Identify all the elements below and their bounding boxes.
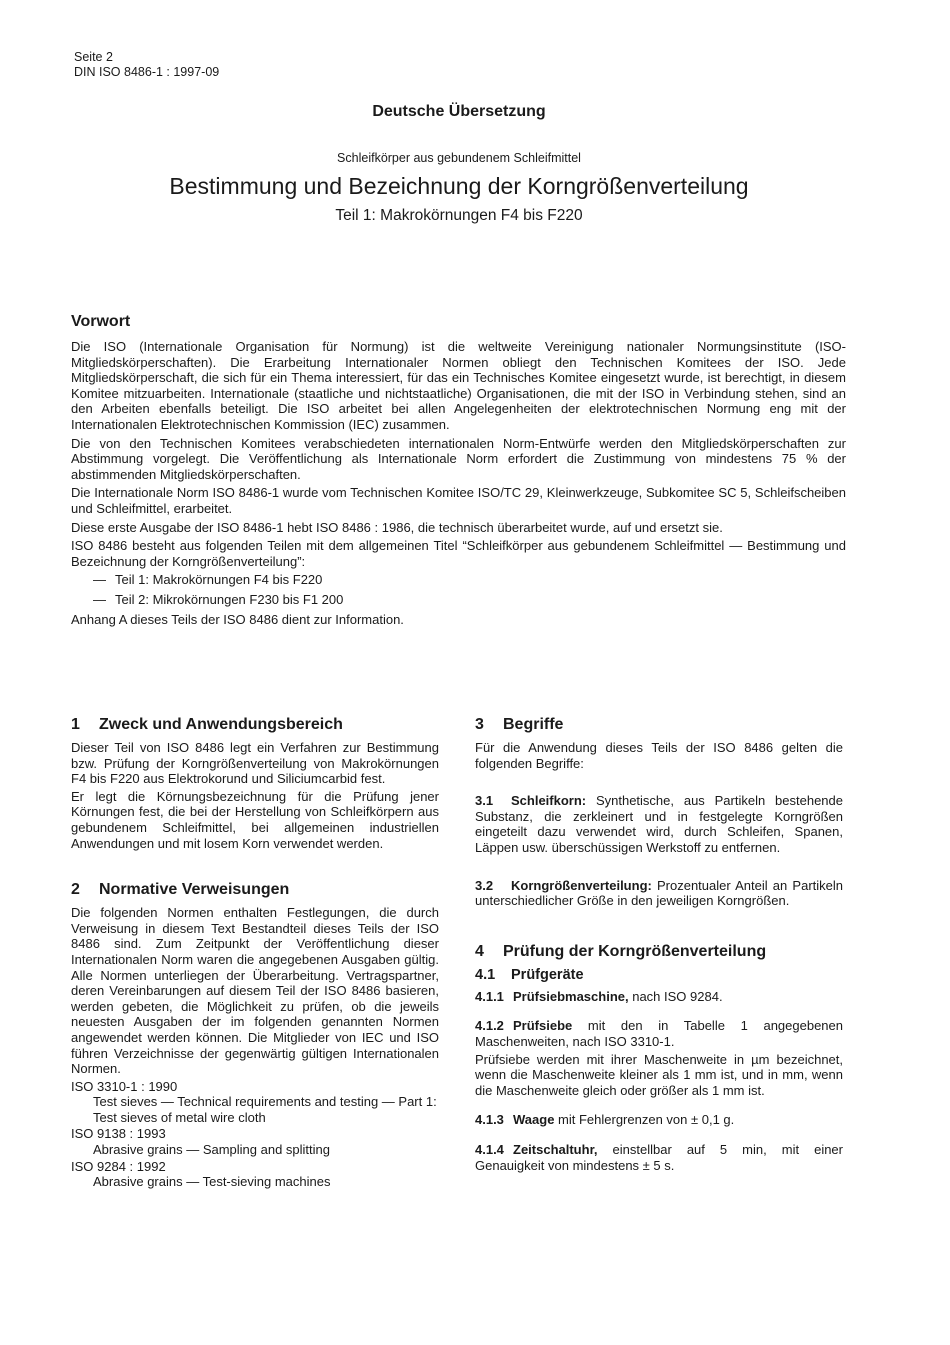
term-definition <box>475 878 843 909</box>
equipment-item <box>475 1112 843 1128</box>
term-number: 3.1 <box>475 793 494 809</box>
parts-list-item <box>93 572 846 588</box>
section-1-paragraph: Dieser Teil von ISO 8486 legt ein Verfahren zur Bestimmung bzw. Prüfung der Korngrößenverteilung von Makrokörnungen F4 bis F220 aus Elektrokorund und Siliciumcarbid fest. <box>71 740 439 787</box>
item-number: 4.1.2 <box>475 1018 504 1034</box>
foreword-paragraph: Die ISO (Internationale Organisation für Normung) ist die weltweite Vereinigung nationaler Normungsinstitute (ISO-Mitgliedskörperschaften). Die Erarbeitung Internationaler Normen obliegt den Technischen Komitees der ISO. Jede Mitgliedskörperschaft, die sich für ein Thema interessiert, für das ein Technisches Komitee eingesetzt wurde, ist berechtigt, in diesem Komitee mitzuarbeiten. Internationale (staatliche und nichtstaatliche) Organisationen, die mit der ISO in Verbindung stehen, sind an den Arbeiten ebenfalls beteiligt. Die ISO arbeitet bei allen Angelegenheiten der elektrotechnischen Normung eng mit der Internationalen Elektrotechnischen Kommission (IEC) zusammen. <box>71 339 846 432</box>
subsection-title: Prüfgeräte <box>511 966 584 983</box>
equipment-item <box>475 1018 843 1049</box>
item-text: einstellbar auf 5 min, mit einer Genauigkeit von mindestens ± 5 s. <box>475 1141 843 1173</box>
subsection-4-1-heading <box>475 967 843 983</box>
term-name: Schleifkorn: <box>511 793 587 809</box>
equipment-item <box>475 989 843 1005</box>
term-definition <box>475 793 843 855</box>
foreword-section <box>71 313 846 630</box>
section-3-intro: Für die Anwendung dieses Teils der ISO 8486 gelten die folgenden Begriffe: <box>475 740 843 771</box>
item-term: Prüfsiebe <box>513 1018 573 1034</box>
parts-list-item <box>93 592 846 608</box>
reference-title: Test sieves — Technical requirements and testing — Part 1: Test sieves of metal wire cloth <box>93 1094 437 1125</box>
section-title: Normative Verweisungen <box>99 881 290 899</box>
section-1-heading <box>71 716 439 734</box>
item-text: mit den in Tabelle 1 angegebenen Maschenweiten, nach ISO 3310-1. <box>475 1018 843 1049</box>
right-column <box>475 716 843 1175</box>
standard-designation: DIN ISO 8486-1 : 1997-09 <box>74 65 220 79</box>
term-text: Prozentualer Anteil an Partikeln unterschiedlicher Größe in den jeweiligen Korngrößen. <box>475 877 843 909</box>
reference-title: Abrasive grains — Test-sieving machines <box>93 1174 331 1190</box>
document-subtitle: Schleifkörper aus gebundenem Schleifmittel <box>337 151 581 165</box>
section-3-heading <box>475 716 843 734</box>
section-number: 2 <box>71 881 80 899</box>
section-title: Zweck und Anwendungsbereich <box>99 716 343 733</box>
section-number: 4 <box>475 942 484 960</box>
left-column <box>71 716 439 1191</box>
section-title: Begriffe <box>503 716 564 733</box>
equipment-item <box>475 1142 843 1173</box>
section-title: Prüfung der Korngrößenverteilung <box>503 942 767 960</box>
running-header <box>74 50 219 80</box>
sieve-note: Prüfsiebe werden mit ihrer Maschenweite in µm bezeichnet, wenn die Maschenweite kleiner als 1 mm ist, und in mm, wenn die Maschenweite gleich oder größer als 1 mm ist. <box>475 1051 843 1098</box>
annex-note: Anhang A dieses Teils der ISO 8486 dient zur Information. <box>71 611 404 627</box>
item-number: 4.1.3 <box>475 1112 504 1128</box>
reference-code: ISO 9138 : 1993 <box>71 1126 166 1142</box>
item-term: Zeitschaltuhr, <box>513 1141 598 1157</box>
item-text: mit Fehlergrenzen von ± 0,1 g. <box>554 1112 735 1128</box>
item-number: 4.1.4 <box>475 1141 504 1157</box>
section-number: 3 <box>475 716 484 733</box>
section-number: 1 <box>71 716 80 733</box>
section-2-heading <box>71 881 439 899</box>
reference-title: Abrasive grains — Sampling and splitting <box>93 1142 331 1158</box>
section-1-paragraph: Er legt die Körnungsbezeichnung für die Prüfung jener Körnungen fest, die bei der Herstellung von Schleifkörpern aus gebundenem Schleifmittel, bei allgemeinen industriellen Anwendungen und mit losem Korn verwendet werden. <box>71 788 439 851</box>
subsection-number: 4.1 <box>475 966 496 983</box>
dash-marker: — <box>93 572 106 588</box>
reference-code: ISO 3310-1 : 1990 <box>71 1078 178 1094</box>
foreword-paragraph: ISO 8486 besteht aus folgenden Teilen mit dem allgemeinen Titel “Schleifkörper aus gebundenem Schleifmittel — Bestimmung und Bezeichnung der Korngrößenverteilung”: <box>71 538 846 569</box>
item-text: nach ISO 9284. <box>628 988 723 1004</box>
item-term: Prüfsiebmaschine, <box>513 988 629 1004</box>
page-number: Seite 2 <box>74 50 113 64</box>
document-title: Bestimmung und Bezeichnung der Korngrößenverteilung <box>169 173 749 199</box>
part-title: Teil 1: Makrokörnungen F4 bis F220 <box>335 207 583 224</box>
term-number: 3.2 <box>475 877 494 893</box>
translation-heading: Deutsche Übersetzung <box>372 103 546 120</box>
reference-code: ISO 9284 : 1992 <box>71 1158 166 1174</box>
item-term: Waage <box>513 1112 555 1128</box>
foreword-paragraph: Die von den Technischen Komitees verabschiedeten internationalen Norm-Entwürfe werden den Mitgliedskörperschaften zur Abstimmung vorgelegt. Die Veröffentlichung als Internationale Norm erfordert die Zustimmung von mindestens 75 % der abstimmenden Mitgliedskörperschaften. <box>71 435 846 482</box>
item-number: 4.1.1 <box>475 988 504 1004</box>
term-name: Korngrößenverteilung: <box>511 877 652 893</box>
part-entry: Teil 1: Makrokörnungen F4 bis F220 <box>115 572 323 588</box>
foreword-paragraph: Diese erste Ausgabe der ISO 8486-1 hebt ISO 8486 : 1986, die technisch überarbeitet wurde, auf und ersetzt sie. <box>71 519 723 535</box>
part-entry: Teil 2: Mikrokörnungen F230 bis F1 200 <box>115 591 344 607</box>
foreword-paragraph: Die Internationale Norm ISO 8486-1 wurde vom Technischen Komitee ISO/TC 29, Kleinwerkzeuge, Subkomitee SC 5, Schleifscheiben und Schleifmittel, erarbeitet. <box>71 485 846 516</box>
dash-marker: — <box>93 591 106 607</box>
section-2-paragraph: Die folgenden Normen enthalten Festlegungen, die durch Verweisung in diesem Text Bestandteil dieses Teils der ISO 8486 sind. Zum Zeitpunkt der Veröffentlichung dieser Internationalen Norm waren die angegebenen Ausgaben gültig. Alle Normen unterliegen der Überarbeitung. Vertragspartner, deren Vereinbarungen auf diesem Teil der ISO 8486 basieren, werden gebeten, die Möglichkeit zu prüfen, ob die jeweils neuesten Ausgaben der im folgenden genannten Normen angewendet werden können. Die Mitglieder von IEC und ISO führen Verzeichnisse der gegenwärtig gültigen Internationalen Normen. <box>71 905 439 1077</box>
term-text: Synthetische, aus Partikeln bestehende Substanz, die zerkleinert und in festgelegte Korngrößen eingeteilt dazu verwendet wird, durch Schleifen, Spanen, Läppen usw. überschüssigen Werkstoff zu entfernen. <box>475 793 843 855</box>
section-4-heading <box>475 943 843 961</box>
foreword-heading: Vorwort <box>71 313 131 330</box>
